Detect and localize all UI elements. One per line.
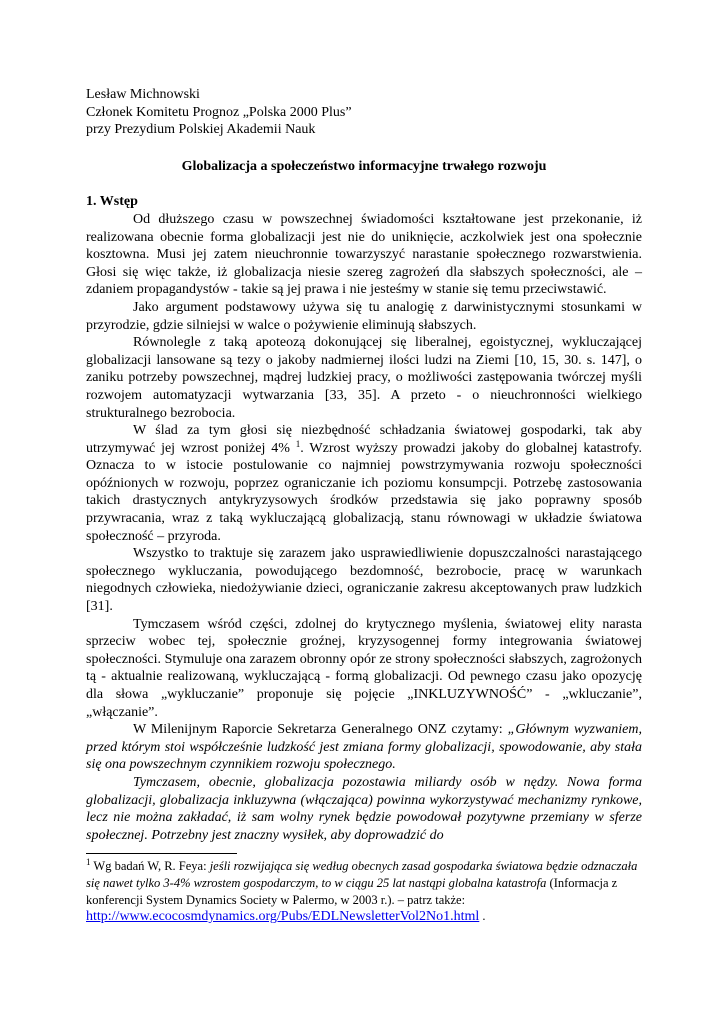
footnote-lead: Wg badań W, R. Feya: — [90, 859, 210, 873]
author-name: Lesław Michnowski — [86, 87, 200, 102]
paragraph-3: Równolegle z taką apoteozą dokonującej się liberalnej, egoistycznej, wykluczającej globalizacji lansowane są tezy o jakoby nadmiernej ilości ludzi na Ziemi [10, 15, 30. s. 147], o zaniku potrzeby powszechnej, mądrej ludzkiej pracy, o możliwości zastępowania twórczej myśli rozwojem automatyzacji wytwarzania [33, 35]. A przeto - o nieuchronności wielkiego strukturalnego bezrobocia. — [86, 335, 642, 421]
footnote-link[interactable]: http://www.ecocosmdynamics.org/Pubs/EDLNewsletterVol2No1.html — [86, 909, 480, 925]
paragraph-7-quote: „Głównym wyzwaniem, przed którym stoi współcześnie ludzkość jest zmiana formy globalizacji, spowodowanie, aby stała się ona powszechnym czynnikiem rozwoju społecznego. — [86, 722, 642, 773]
paragraph-1: Od dłuższego czasu w powszechnej świadomości kształtowane jest przekonanie, iż realizowana obecnie forma globalizacji jest nie do uniknięcie, aczkolwiek jest ona społecznie kosztowna. Musi jej zatem nieuchronnie towarzyszyć narastanie społecznego rozwarstwienia. Głosi się więc także, iż globalizacja niesie szereg zagrożeń dla słabszych społeczności, ale – zdaniem propagandystów - takie są jej prawa i nie jesteśmy w stanie się temu przeciwstawić. — [86, 211, 642, 298]
section-heading: 1. Wstęp — [86, 194, 138, 210]
footnote-reference[interactable]: 1 — [295, 438, 301, 449]
paragraph-8-quote: Tymczasem, obecnie, globalizacja pozostawia miliardy osób w nędzy. Nowa forma globalizacji, globalizacja inkluzywna (włączająca) powinna wykorzystywać mechanizmy rynkowe, lecz nie można zakładać, iż sam wolny rynek będzie powodował pozytywne przemiany w sferze społecznej. Potrzebny jest znaczny wysiłek, aby doprowadzić do — [86, 774, 642, 843]
author-block — [86, 86, 642, 139]
paragraph-4-part-a: W ślad za tym głosi się niezbędność schładzania światowej gospodarki, tak aby utrzymywać jej wzrost poniżej 4% — [86, 423, 642, 456]
footnote — [86, 858, 642, 926]
paragraph-6: Tymczasem wśród części, zdolnej do krytycznego myślenia, światowej elity narasta sprzeciw wobec tej, społecznie groźnej, kryzysogennej formy integrowania światowej społeczności. Stymuluje ona zarazem obronny opór ze strony społeczności słabszych, zagrożonych tą - aktualnie realizowaną, wykluczającą - formą globalizacji. Od pewnego czasu jako opozycję dla słowa „wykluczanie” proponuje się pojęcie „INKLUZYWNOŚĆ” - „wkluczanie”, „włączanie”. — [86, 616, 642, 720]
footnote-separator — [86, 853, 237, 854]
paragraph-5: Wszystko to traktuje się zarazem jako usprawiedliwienie dopuszczalności narastającego społecznego wykluczania, powodującego bezdomność, bezrobocie, pracę w warunkach niegodnych człowieka, niedożywianie dzieci, ograniczanie zakresu akceptowanych praw ludzkich [31]. — [86, 546, 642, 615]
author-role: Członek Komitetu Prognoz „Polska 2000 Plus” — [86, 104, 352, 120]
footnote-italic-text: jeśli rozwijająca się według obecnych zasad gospodarka światowa będzie odznaczała się nawet tylko 3-4% wzrostem gospodarczym, to w ciągu 25 lat nastąpi globalna katastrofa — [86, 859, 638, 890]
document-body — [86, 86, 642, 844]
paragraph-2: Jako argument podstawowy używa się tu analogię z darwinistycznymi stosunkami w przyrodzie, gdzie silniejsi w walce o pożywienie eliminują słabszych. — [86, 299, 642, 333]
footnote-source: (Informacja z konferencji System Dynamics Society w Palermo, w 2003 r.). – patrz także: — [86, 875, 618, 907]
document-title: Globalizacja a społeczeństwo informacyjne trwałego rozwoju — [181, 158, 547, 174]
footnote-marker: 1 — [86, 857, 91, 867]
footnote-tail: . — [479, 909, 486, 924]
paragraph-4 — [86, 422, 642, 545]
paragraph-7 — [86, 721, 642, 774]
author-institution: przy Prezydium Polskiej Akademii Nauk — [86, 122, 316, 138]
paragraph-4-part-b: . Wzrost wyższy prowadzi jakoby do globalnej katastrofy. Oznacza to w istocie postulowanie co najmniej powstrzymywania rozwoju społeczności opóźnionych w rozwoju, poprzez ograniczanie ich poziomu konsumpcji. Potrzebę zastosowania takich drastycznych antykryzysowych środków przedstawia się jako poprawny sposób przywracania, wraz z taką wykluczającą globalizacją, stanu równowagi w układzie światowa społeczność – przyroda. — [86, 440, 642, 544]
paragraph-7-intro: W Milenijnym Raporcie Sekretarza Generalnego ONZ czytamy: — [133, 722, 508, 738]
